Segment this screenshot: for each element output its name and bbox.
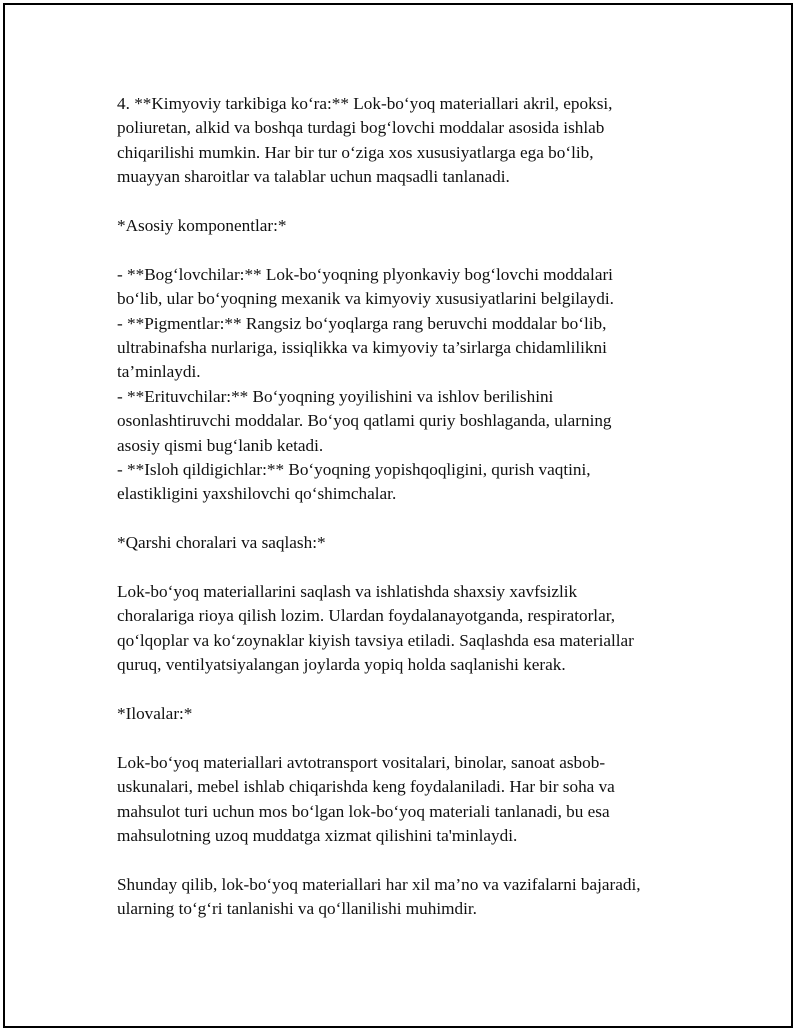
paragraph-gap	[117, 726, 677, 750]
text-line: - **Erituvchilar:** Bo‘yoqning yoyilishini va ishlov berilishini	[117, 386, 554, 406]
text-line: muayyan sharoitlar va talablar uchun maqsadli tanlanadi.	[117, 167, 510, 187]
text-line: 4. **Kimyoviy tarkibiga ko‘ra:** Lok-bo‘yoq materiallari akril, epoksi,	[117, 94, 613, 113]
text-line: ta’minlaydi.	[117, 362, 201, 382]
text-line: - **Pigmentlar:** Rangsiz bo‘yoqlarga rang beruvchi moddalar bo‘lib,	[117, 313, 607, 333]
paragraph-gap	[117, 507, 677, 531]
text-line: uskunalari, mebel ishlab chiqarishda keng foydalaniladi. Har bir soha va	[117, 777, 615, 797]
text-line: Lok-bo‘yoq materiallari avtotransport vositalari, binolar, sanoat asbob-	[117, 752, 606, 772]
paragraph-gap	[117, 190, 677, 214]
text-line: poliuretan, alkid va boshqa turdagi bog‘lovchi moddalar asosida ishlab	[117, 118, 605, 138]
paragraph-gap	[117, 678, 677, 702]
text-line: asosiy qismi bug‘lanib ketadi.	[117, 435, 324, 455]
text-line: - **Bog‘lovchilar:** Lok-bo‘yoqning plyonkaviy bog‘lovchi moddalari	[117, 264, 613, 284]
paragraph-gap	[117, 556, 677, 580]
text-line: bo‘lib, ular bo‘yoqning mexanik va kimyoviy xususiyatlarini belgilaydi.	[117, 289, 614, 309]
document-body	[117, 92, 677, 922]
section-heading: *Ilovalar:*	[117, 704, 193, 724]
text-line: chiqarilishi mumkin. Har bir tur o‘ziga xos xususiyatlarga ega bo‘lib,	[117, 142, 594, 162]
text-line: Lok-bo‘yoq materiallarini saqlash va ishlatishda shaxsiy xavfsizlik	[117, 582, 578, 602]
text-line: Shunday qilib, lok-bo‘yoq materiallari har xil ma’no va vazifalarni bajaradi,	[117, 874, 641, 894]
paragraph-gap	[117, 849, 677, 873]
text-line: - **Isloh qildigichlar:** Bo‘yoqning yopishqoqligini, qurish vaqtini,	[117, 460, 591, 480]
text-line: mahsulotning uzoq muddatga xizmat qilishini ta'minlaydi.	[117, 826, 518, 846]
text-line: elastikligini yaxshilovchi qo‘shimchalar.	[117, 484, 397, 504]
section-heading: *Asosiy komponentlar:*	[117, 216, 287, 236]
text-line: choralariga rioya qilish lozim. Ulardan foydalanayotganda, respiratorlar,	[117, 606, 616, 626]
text-line: ularning to‘g‘ri tanlanishi va qo‘llanilishi muhimdir.	[117, 899, 477, 919]
text-line: mahsulot turi uchun mos bo‘lgan lok-bo‘yoq materiali tanlanadi, bu esa	[117, 801, 610, 821]
text-line: osonlashtiruvchi moddalar. Bo‘yoq qatlami quriy boshlaganda, ularning	[117, 411, 612, 431]
text-line: ultrabinafsha nurlariga, issiqlikka va kimyoviy ta’sirlarga chidamlilikni	[117, 338, 607, 358]
paragraph-gap	[117, 238, 677, 262]
text-line: qo‘lqoplar va ko‘zoynaklar kiyish tavsiya etiladi. Saqlashda esa materiallar	[117, 630, 634, 650]
text-line: quruq, ventilyatsiyalangan joylarda yopiq holda saqlanishi kerak.	[117, 655, 566, 675]
section-heading: *Qarshi choralari va saqlash:*	[117, 533, 326, 553]
